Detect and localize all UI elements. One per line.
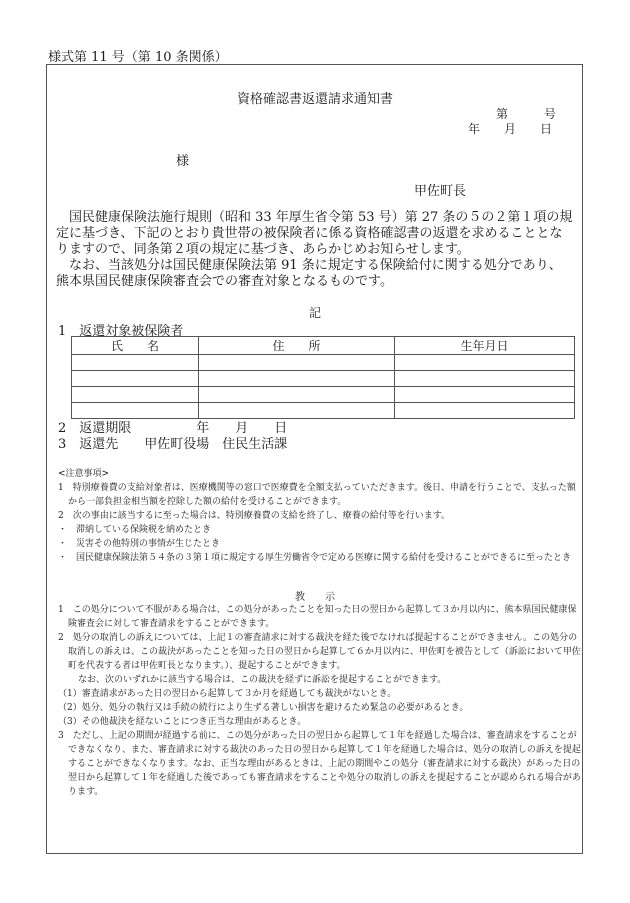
kyoji-subitem: （3）その他裁決を経ないことにつき正当な理由があるとき。 — [58, 717, 307, 727]
addressee-suffix: 様 — [176, 154, 190, 169]
section-2-deadline: 2 返還期限 年 月 日 — [58, 421, 288, 436]
note-item: 2 次の事由に該当するに至った場合は、特別療養費の支給を終了し、療養の給付等を行います。 — [58, 511, 451, 521]
body-line: 国民健康保険法施行規則（昭和 33 年厚生省令第 53 号）第 27 条の５の２第１項の規 — [69, 210, 573, 225]
col-name-header: 氏 名 — [72, 337, 199, 355]
section-3-return-to: 3 返還先 甲佐町役場 住民生活課 — [58, 437, 288, 452]
form-number-label: 様式第 11 号（第 10 条関係） — [48, 50, 228, 65]
table-row — [72, 371, 575, 387]
table-row — [72, 387, 575, 403]
kyoji-item: 2 処分の取消しの訴えについては、上記１の審査請求に対する裁決を経た後でなければ提起することができません。この処分の — [58, 633, 578, 643]
note-bullet: ・ 国民健康保険法第５４条の３第１項に規定する厚生労働省令で定める医療に関する給付を受けることができるに至ったとき — [58, 553, 572, 563]
note-item: から一部負担金相当額を控除した額の給付を受けることができます。 — [68, 497, 347, 507]
table-cell — [395, 355, 575, 371]
kyoji-heading: 教 示 — [295, 592, 335, 603]
table-cell — [72, 387, 199, 403]
col-address-header: 住 所 — [199, 337, 395, 355]
body-line: なお、当該処分は国民健康保険法第 91 条に規定する保険給付に関する処分であり、 — [69, 258, 562, 273]
kyoji-item: できなくなり、また、審査請求に対する裁決のあった日の翌日から起算して１年を経過した場合は、処分の取消しの訴えを提起 — [68, 745, 581, 755]
note-bullet: ・ 滞納している保険税を納めたとき — [58, 525, 212, 535]
table-row — [72, 355, 575, 371]
table-cell — [395, 387, 575, 403]
kyoji-item: 険審査会に対して審査請求をすることができます。 — [68, 619, 275, 629]
kyoji-item: ります。 — [68, 787, 104, 797]
section-1-heading: 1 返還対象被保険者 — [58, 324, 184, 339]
notes-list — [58, 481, 576, 565]
table-cell — [72, 355, 199, 371]
table-cell — [199, 355, 395, 371]
table-cell — [72, 371, 199, 387]
kyoji-item: なお、次のいずれかに該当する場合は、この裁決を経ずに訴訟を提起することができます。 — [78, 675, 447, 685]
table-cell — [199, 371, 395, 387]
kyoji-item: 翌日から起算して１年を経過した後であっても審査請求をすることや処分の取消しの訴えを提起することが認められる場合があ — [68, 773, 581, 783]
body-line: りますので、同条第２項の規定に基づき、あらかじめお知らせします。 — [56, 242, 470, 257]
kyoji-item: 1 この処分について不服がある場合は、この処分があったことを知った日の翌日から起算して３か月以内に、熊本県国民健康保 — [58, 605, 577, 615]
kyoji-subitem: （2）処分、処分の執行又は手続の続行により生ずる著しい損害を避けるため緊急の必要があるとき。 — [58, 703, 469, 713]
document-title: 資格確認書返還請求通知書 — [236, 92, 393, 107]
note-bullet: ・ 災害その他特別の事情が生じたとき — [58, 539, 221, 549]
kyoji-item: 町を代表する者は甲佐町長となります。）、提起することができます。 — [68, 661, 346, 671]
body-paragraph-1 — [56, 210, 576, 290]
col-birthdate-header: 生年月日 — [395, 337, 575, 355]
table-cell — [395, 403, 575, 419]
kyoji-subitem: （1）審査請求があった日の翌日から起算して３か月を経過しても裁決がないとき。 — [58, 689, 397, 699]
table-cell — [395, 371, 575, 387]
kyoji-list — [58, 603, 581, 799]
kyoji-item: することができなくなります。なお、正当な理由があるときは、上記の期間やこの処分（審査請求に対する裁決）があった日の — [68, 759, 581, 769]
kyoji-item: 3 ただし、上記の期間が経過する前に、この処分があった日の翌日から起算して１年を経過した場合は、審査請求をすることが — [58, 731, 577, 741]
insured-persons-table — [71, 336, 575, 419]
body-line: 定に基づき、下記のとおり貴世帯の被保険者に係る資格確認書の返還を求めることとな — [56, 226, 563, 241]
document-number: 第 号 — [496, 107, 557, 121]
table-cell — [199, 387, 395, 403]
note-item: 1 特別療養費の支給対象者は、医療機関等の窓口で医療費を全額支払っていただきます。後日、申請を行うことで、支払った額 — [58, 483, 576, 493]
document-date: 年 月 日 — [468, 122, 553, 136]
sender-name: 甲佐町長 — [414, 184, 467, 199]
notes-heading: <注意事項> — [58, 469, 110, 479]
kyoji-item: 取消しの訴えは、この裁決があったことを知った日の翌日から起算して６か月以内に、甲佐町を被告として（訴訟において甲佐 — [68, 647, 581, 657]
body-line: 熊本県国民健康保険審査会での審査対象となるものです。 — [56, 274, 393, 289]
ki-heading: 記 — [308, 306, 321, 320]
table-header-row — [72, 337, 575, 355]
